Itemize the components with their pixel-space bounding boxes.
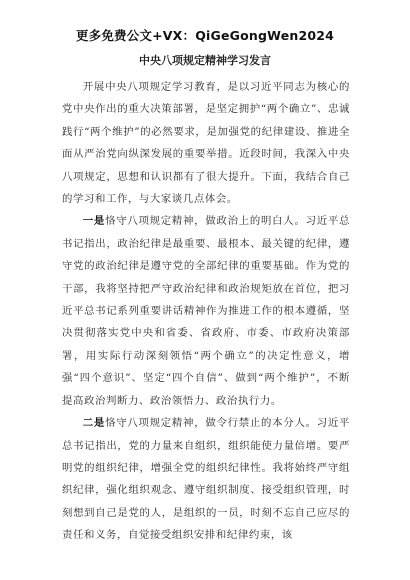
document-title: 中央八项规定精神学习发言 <box>139 54 271 67</box>
paragraph-lead: 二是 <box>82 417 106 430</box>
promo-banner: 更多免费公文+VX：QiGeGongWen2024 <box>75 28 335 43</box>
paragraph-text: 开展中央八项规定学习教育，是以习近平同志为核心的党中央作出的重大决策部署，是坚定拥护“两个确立”、忠诚践行“两个维护”的必然要求，是加强党的纪律建设、推进全面从严治党向纵深发展的重要举措。近段时间，我深入中央八项规定，思想和认识都有了很大提升。下面，我结合自己的学习和工作，与大家谈几点体会。 <box>62 81 350 206</box>
paragraph-text: 恪守八项规定精神，做令行禁止的本分人。习近平总书记指出，党的力量来自组织，组织能使力量倍增。要严明党的组织纪律，增强全党的组织纪律性。我将始终严守组织纪律，强化组织观念、遵守组织制度、接受组织管理，时刻想到自己是党的人，是组织的一员，时刻不忘自己应尽的责任和义务，自觉接受组织安排和纪律约束，该 <box>62 417 350 542</box>
paragraph-lead: 一是 <box>82 215 106 228</box>
paragraph-text: 恪守八项规定精神，做政治上的明白人。习近平总书记指出，政治纪律是最重要、最根本、最关键的纪律，遵守党的政治纪律是遵守党的全部纪律的重要基础。作为党的干部，我将坚持把严守政治纪律和政治规矩放在首位，把习近平总书记系列重要讲话精神作为推进工作的根本遵循，坚决贯彻落实党中央和省委、省政府、市委、市政府决策部署，用实际行动深刻领悟“两个确立”的决定性意义，增强“四个意识”、坚定“四个自信”、做到“两个维护”，不断提高政治判断力、政治领悟力、政治执行力。 <box>62 215 350 407</box>
paragraph-intro <box>62 76 350 210</box>
paragraph-point-one <box>62 210 350 412</box>
document-body <box>62 76 350 547</box>
paragraph-point-two <box>62 412 350 546</box>
